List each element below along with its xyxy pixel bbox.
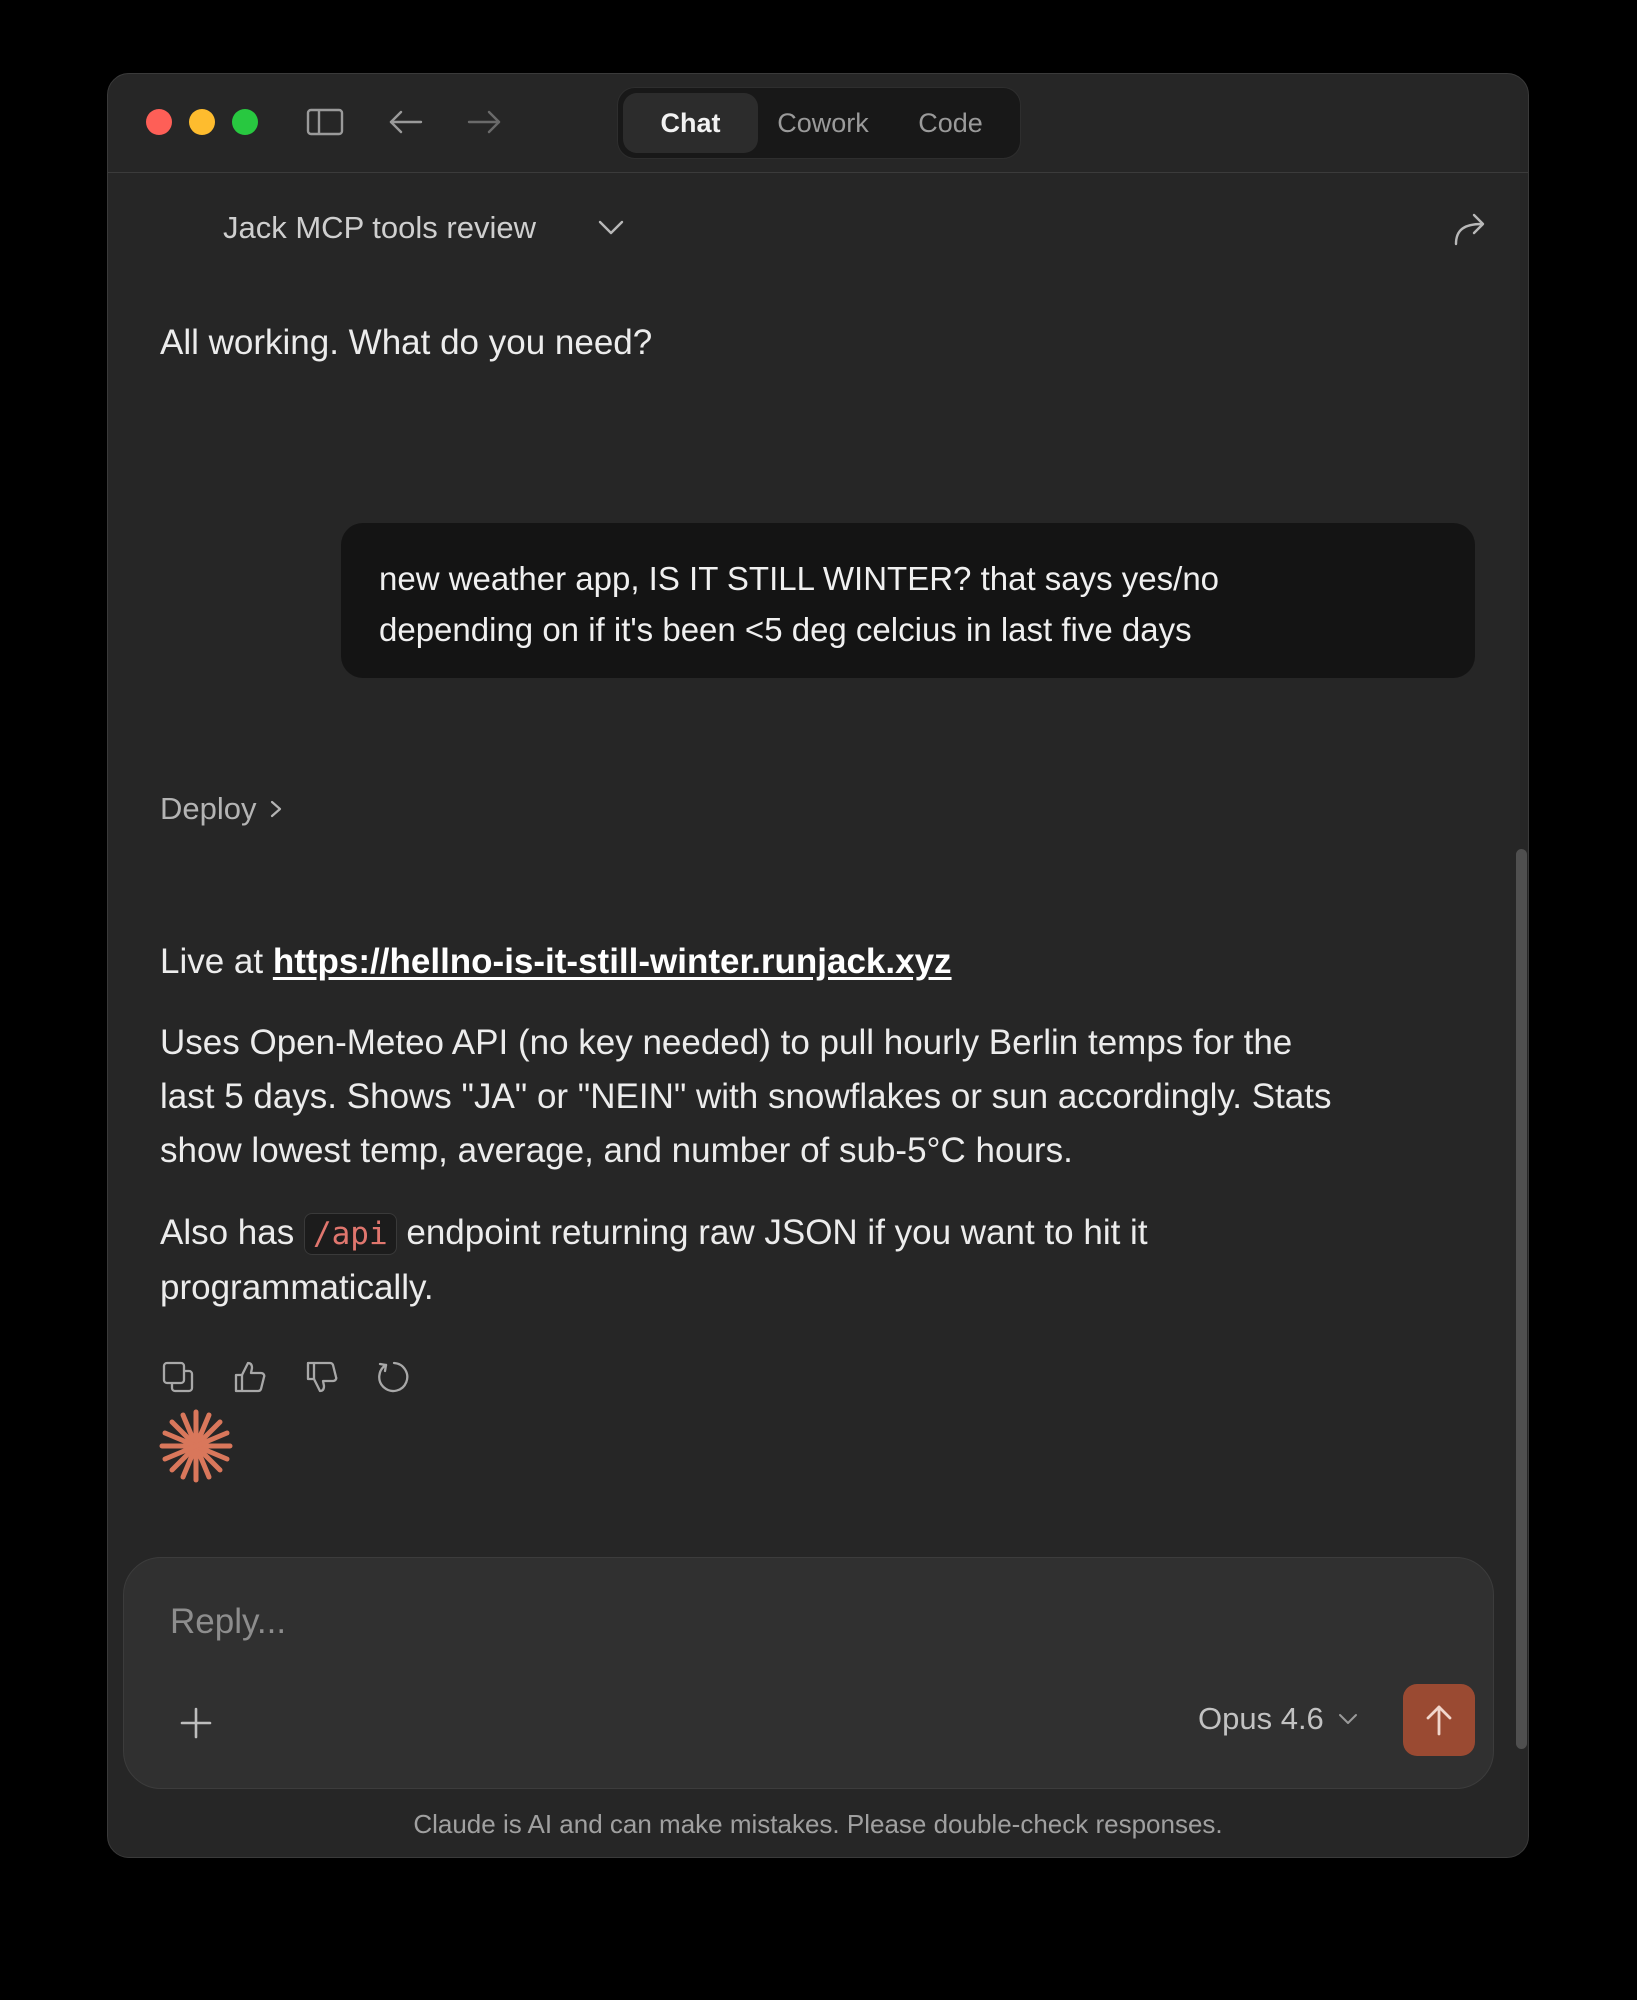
app-window <box>107 73 1529 1858</box>
claude-spark-icon <box>156 1406 236 1491</box>
retry-icon[interactable] <box>374 1357 414 1397</box>
add-attachment-button[interactable] <box>176 1703 216 1743</box>
conversation-title[interactable]: Jack MCP tools review <box>223 210 536 245</box>
user-message-bubble <box>341 523 1475 678</box>
tab-chat[interactable]: Chat <box>623 93 758 153</box>
live-url-link[interactable]: https://hellno-is-it-still-winter.runjack.xyz <box>272 942 952 981</box>
user-message-line: depending on if it's been <5 deg celcius in last five days <box>379 611 1192 648</box>
assistant-message-intro: All working. What do you need? <box>160 323 653 362</box>
chevron-down-icon[interactable] <box>598 220 624 241</box>
response-paragraph <box>160 1016 1331 1178</box>
live-url-line <box>160 935 952 989</box>
chevron-right-icon <box>269 799 283 819</box>
plus-icon <box>179 1706 213 1740</box>
composer <box>123 1557 1494 1789</box>
response-line: programmatically. <box>160 1268 434 1307</box>
live-prefix: Live at <box>160 942 273 981</box>
response-line: show lowest temp, average, and number of sub-5°C hours. <box>160 1131 1073 1170</box>
copy-icon[interactable] <box>158 1357 198 1397</box>
chevron-down-icon <box>1338 1713 1358 1725</box>
response-line: Uses Open-Meteo API (no key needed) to pull hourly Berlin temps for the <box>160 1023 1293 1062</box>
user-message-line: new weather app, IS IT STILL WINTER? that says yes/no <box>379 560 1220 597</box>
response-line: last 5 days. Shows "JA" or "NEIN" with snowflakes or sun accordingly. Stats <box>160 1077 1332 1116</box>
ai-disclaimer: Claude is AI and can make mistakes. Please double-check responses. <box>413 1809 1223 1839</box>
share-icon[interactable] <box>1452 212 1488 251</box>
title-bar <box>108 74 1528 173</box>
close-window-button[interactable] <box>146 109 172 135</box>
send-button[interactable] <box>1403 1684 1475 1756</box>
deploy-label: Deploy <box>160 791 257 826</box>
thumbs-down-icon[interactable] <box>302 1357 342 1397</box>
response-line <box>160 1206 1148 1261</box>
minimize-window-button[interactable] <box>189 109 215 135</box>
api-suffix: endpoint returning raw JSON if you want to hit it <box>396 1213 1148 1252</box>
back-arrow-icon[interactable] <box>386 104 426 140</box>
reply-input[interactable] <box>168 1596 1272 1648</box>
tab-cowork[interactable]: Cowork <box>777 107 869 138</box>
zoom-window-button[interactable] <box>232 109 258 135</box>
response-paragraph-api <box>160 1206 1148 1315</box>
model-label: Opus 4.6 <box>1198 1701 1324 1736</box>
deploy-tool-toggle[interactable] <box>160 791 283 827</box>
tab-code[interactable]: Code <box>918 107 983 138</box>
inline-code: /api <box>304 1213 397 1255</box>
sidebar-toggle-icon[interactable] <box>305 104 345 140</box>
forward-arrow-icon[interactable] <box>464 104 504 140</box>
message-actions <box>158 1357 414 1397</box>
scrollbar-thumb[interactable] <box>1516 849 1527 1749</box>
mode-tab-group <box>617 87 1021 159</box>
api-prefix: Also has <box>160 1213 304 1252</box>
model-selector[interactable] <box>1198 1701 1358 1737</box>
thumbs-up-icon[interactable] <box>230 1357 270 1397</box>
arrow-up-icon <box>1424 1703 1454 1737</box>
conversation-header <box>108 174 1528 274</box>
